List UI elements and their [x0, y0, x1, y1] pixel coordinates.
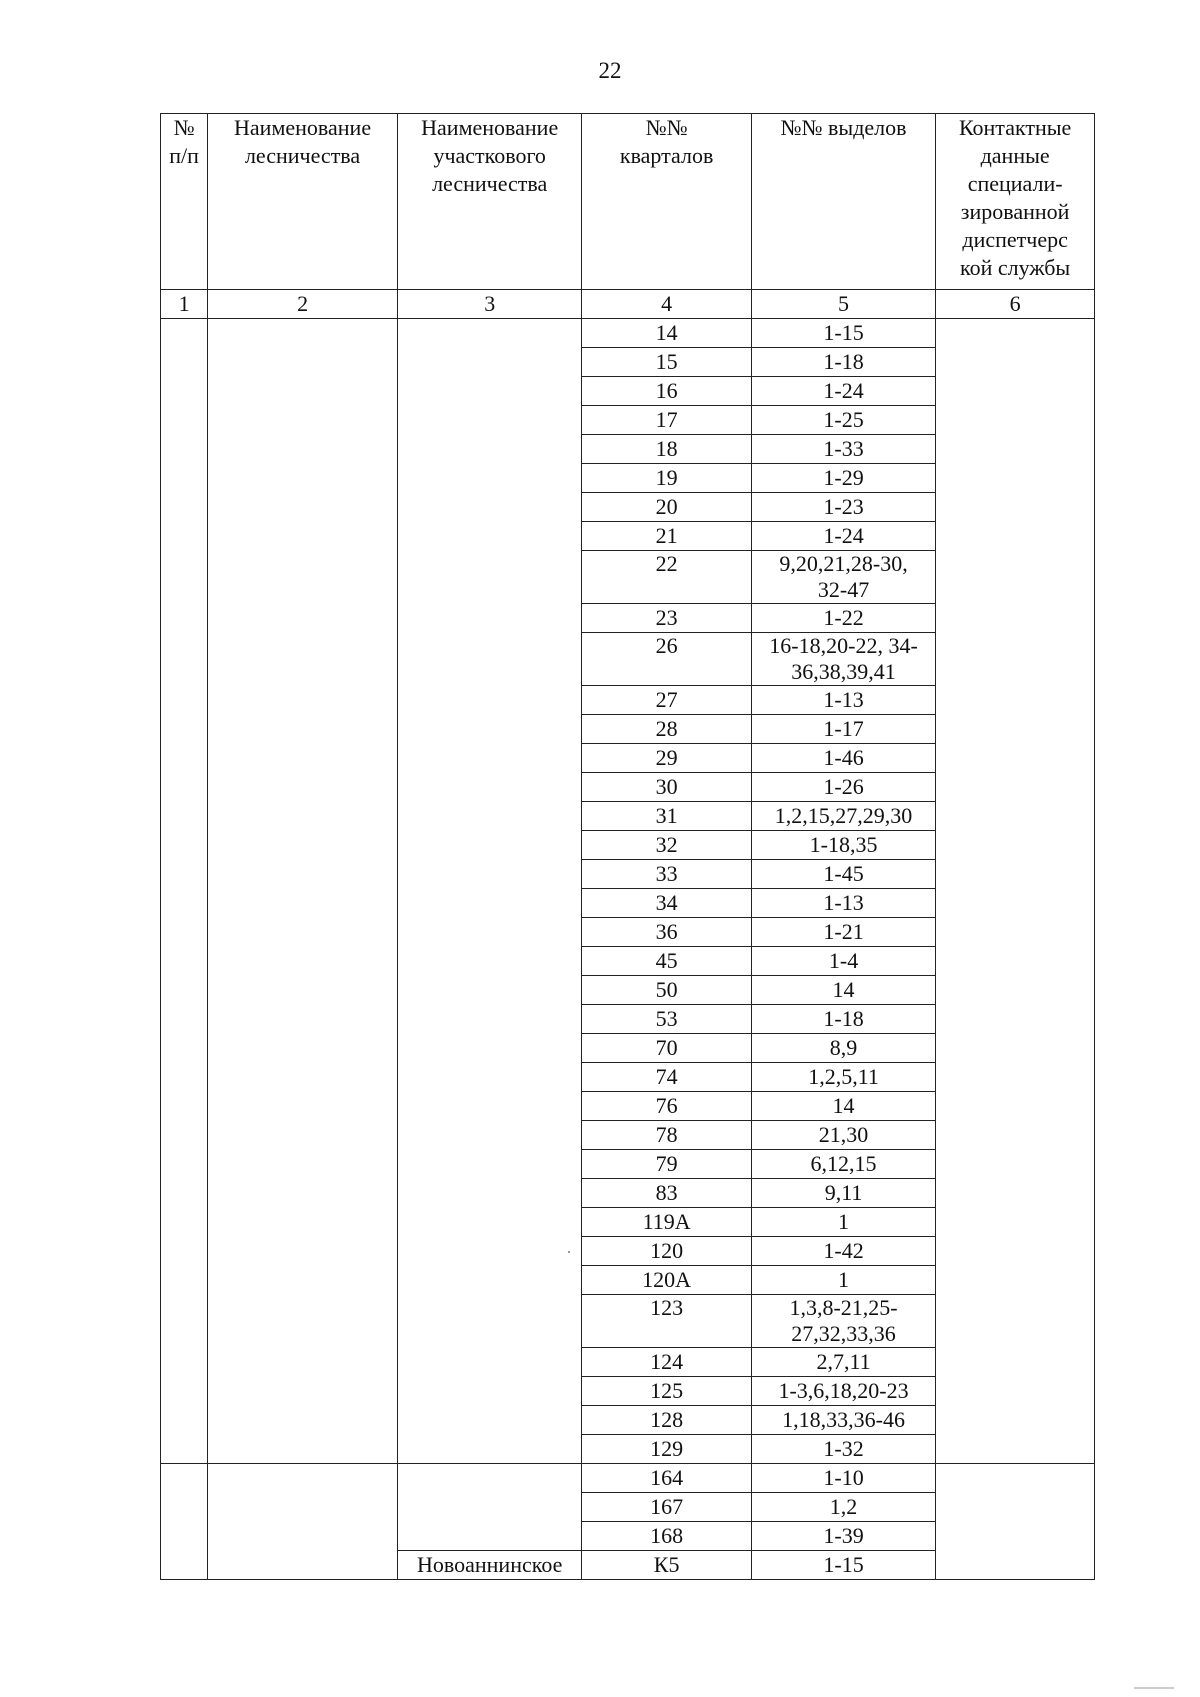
compartment-numbers: 1-18 — [751, 348, 935, 377]
quarter-number: 34 — [582, 889, 751, 918]
quarter-number: 123 — [582, 1295, 751, 1348]
compartment-numbers: 1-45 — [751, 860, 935, 889]
column-number: 6 — [936, 290, 1095, 319]
quarter-number: 164 — [582, 1464, 751, 1493]
district-forestry-name: Новоаннинское — [397, 1551, 581, 1580]
quarter-number: 18 — [582, 435, 751, 464]
compartment-numbers: 1,2 — [751, 1493, 935, 1522]
compartment-numbers: 1-22 — [751, 604, 935, 633]
header-quarter-numbers: №№ кварталов — [582, 114, 751, 290]
table-body — [161, 319, 1095, 1580]
quarter-number: 28 — [582, 715, 751, 744]
quarter-number: 76 — [582, 1092, 751, 1121]
quarter-number: 78 — [582, 1121, 751, 1150]
forestry-name-cell — [208, 1464, 398, 1580]
quarter-number: 16 — [582, 377, 751, 406]
compartment-numbers: 6,12,15 — [751, 1150, 935, 1179]
column-number: 3 — [397, 290, 581, 319]
compartment-numbers: 1,3,8-21,25- 27,32,33,36 — [751, 1295, 935, 1348]
compartment-numbers: 1-10 — [751, 1464, 935, 1493]
compartment-numbers: 1-15 — [751, 1551, 935, 1580]
scan-speck — [568, 1251, 570, 1253]
compartment-numbers: 1-13 — [751, 686, 935, 715]
quarter-number: 124 — [582, 1348, 751, 1377]
quarter-number: 29 — [582, 744, 751, 773]
compartment-numbers: 9,20,21,28-30, 32-47 — [751, 551, 935, 604]
quarter-number: 19 — [582, 464, 751, 493]
quarter-number: 120 — [582, 1237, 751, 1266]
quarter-number: 167 — [582, 1493, 751, 1522]
quarter-number: 119А — [582, 1208, 751, 1237]
quarter-number: 50 — [582, 976, 751, 1005]
compartment-numbers: 1-32 — [751, 1435, 935, 1464]
quarter-number: 125 — [582, 1377, 751, 1406]
quarter-number: 22 — [582, 551, 751, 604]
compartment-numbers: 1-13 — [751, 889, 935, 918]
district-forestry-cell — [397, 319, 581, 1464]
compartment-numbers: 9,11 — [751, 1179, 935, 1208]
compartment-numbers: 1-23 — [751, 493, 935, 522]
compartment-numbers: 1 — [751, 1208, 935, 1237]
quarter-number: 74 — [582, 1063, 751, 1092]
compartment-numbers: 1,2,5,11 — [751, 1063, 935, 1092]
column-number-row — [161, 290, 1095, 319]
column-number: 4 — [582, 290, 751, 319]
quarter-number: К5 — [582, 1551, 751, 1580]
compartment-numbers: 8,9 — [751, 1034, 935, 1063]
quarter-number: 120А — [582, 1266, 751, 1295]
compartment-numbers: 1-15 — [751, 319, 935, 348]
compartment-numbers: 1-29 — [751, 464, 935, 493]
quarter-number: 79 — [582, 1150, 751, 1179]
quarter-number: 33 — [582, 860, 751, 889]
compartment-numbers: 1-4 — [751, 947, 935, 976]
compartment-numbers: 1-17 — [751, 715, 935, 744]
quarter-number: 20 — [582, 493, 751, 522]
quarter-number: 26 — [582, 633, 751, 686]
compartment-numbers: 1 — [751, 1266, 935, 1295]
quarter-number: 31 — [582, 802, 751, 831]
table-row — [161, 319, 1095, 348]
row-number-cell — [161, 319, 208, 1464]
compartment-numbers: 21,30 — [751, 1121, 935, 1150]
compartment-numbers: 1,18,33,36-46 — [751, 1406, 935, 1435]
row-number-cell — [161, 1464, 208, 1580]
quarter-number: 45 — [582, 947, 751, 976]
column-number: 2 — [208, 290, 398, 319]
header-compartment-numbers: №№ выделов — [751, 114, 935, 290]
compartment-numbers: 1-26 — [751, 773, 935, 802]
compartment-numbers: 1-25 — [751, 406, 935, 435]
header-dispatch-contacts: Контактные данные специали- зированной диспетчерс кой службы — [936, 114, 1095, 290]
quarter-number: 53 — [582, 1005, 751, 1034]
compartment-numbers: 2,7,11 — [751, 1348, 935, 1377]
page-number: 22 — [598, 58, 622, 83]
quarter-number: 36 — [582, 918, 751, 947]
quarter-number: 30 — [582, 773, 751, 802]
dispatch-contacts-cell — [936, 1464, 1095, 1580]
district-forestry-cell — [397, 1464, 581, 1551]
compartment-numbers: 14 — [751, 976, 935, 1005]
compartment-numbers: 1-24 — [751, 522, 935, 551]
column-number: 1 — [161, 290, 208, 319]
compartment-numbers: 1-18,35 — [751, 831, 935, 860]
forest-quarters-table — [160, 113, 1095, 1580]
quarter-number: 14 — [582, 319, 751, 348]
header-forestry-name: Наименование лесничества — [208, 114, 398, 290]
compartment-numbers: 1-18 — [751, 1005, 935, 1034]
table-header-row — [161, 114, 1095, 290]
header-row-number: № п/п — [161, 114, 208, 290]
quarter-number: 21 — [582, 522, 751, 551]
compartment-numbers: 1,2,15,27,29,30 — [751, 802, 935, 831]
forestry-name-cell — [208, 319, 398, 1464]
quarter-number: 23 — [582, 604, 751, 633]
table-row — [161, 1464, 1095, 1493]
compartment-numbers: 1-3,6,18,20-23 — [751, 1377, 935, 1406]
compartment-numbers: 1-46 — [751, 744, 935, 773]
scan-mark — [1134, 1687, 1174, 1689]
compartment-numbers: 16-18,20-22, 34- 36,38,39,41 — [751, 633, 935, 686]
compartment-numbers: 1-33 — [751, 435, 935, 464]
quarter-number: 17 — [582, 406, 751, 435]
quarter-number: 168 — [582, 1522, 751, 1551]
compartment-numbers: 1-42 — [751, 1237, 935, 1266]
quarter-number: 32 — [582, 831, 751, 860]
compartment-numbers: 1-39 — [751, 1522, 935, 1551]
quarter-number: 70 — [582, 1034, 751, 1063]
quarter-number: 129 — [582, 1435, 751, 1464]
compartment-numbers: 1-21 — [751, 918, 935, 947]
quarter-number: 15 — [582, 348, 751, 377]
quarter-number: 27 — [582, 686, 751, 715]
dispatch-contacts-cell — [936, 319, 1095, 1464]
header-district-forestry-name: Наименование участкового лесничества — [397, 114, 581, 290]
quarter-number: 128 — [582, 1406, 751, 1435]
column-number: 5 — [751, 290, 935, 319]
compartment-numbers: 14 — [751, 1092, 935, 1121]
quarter-number: 83 — [582, 1179, 751, 1208]
compartment-numbers: 1-24 — [751, 377, 935, 406]
